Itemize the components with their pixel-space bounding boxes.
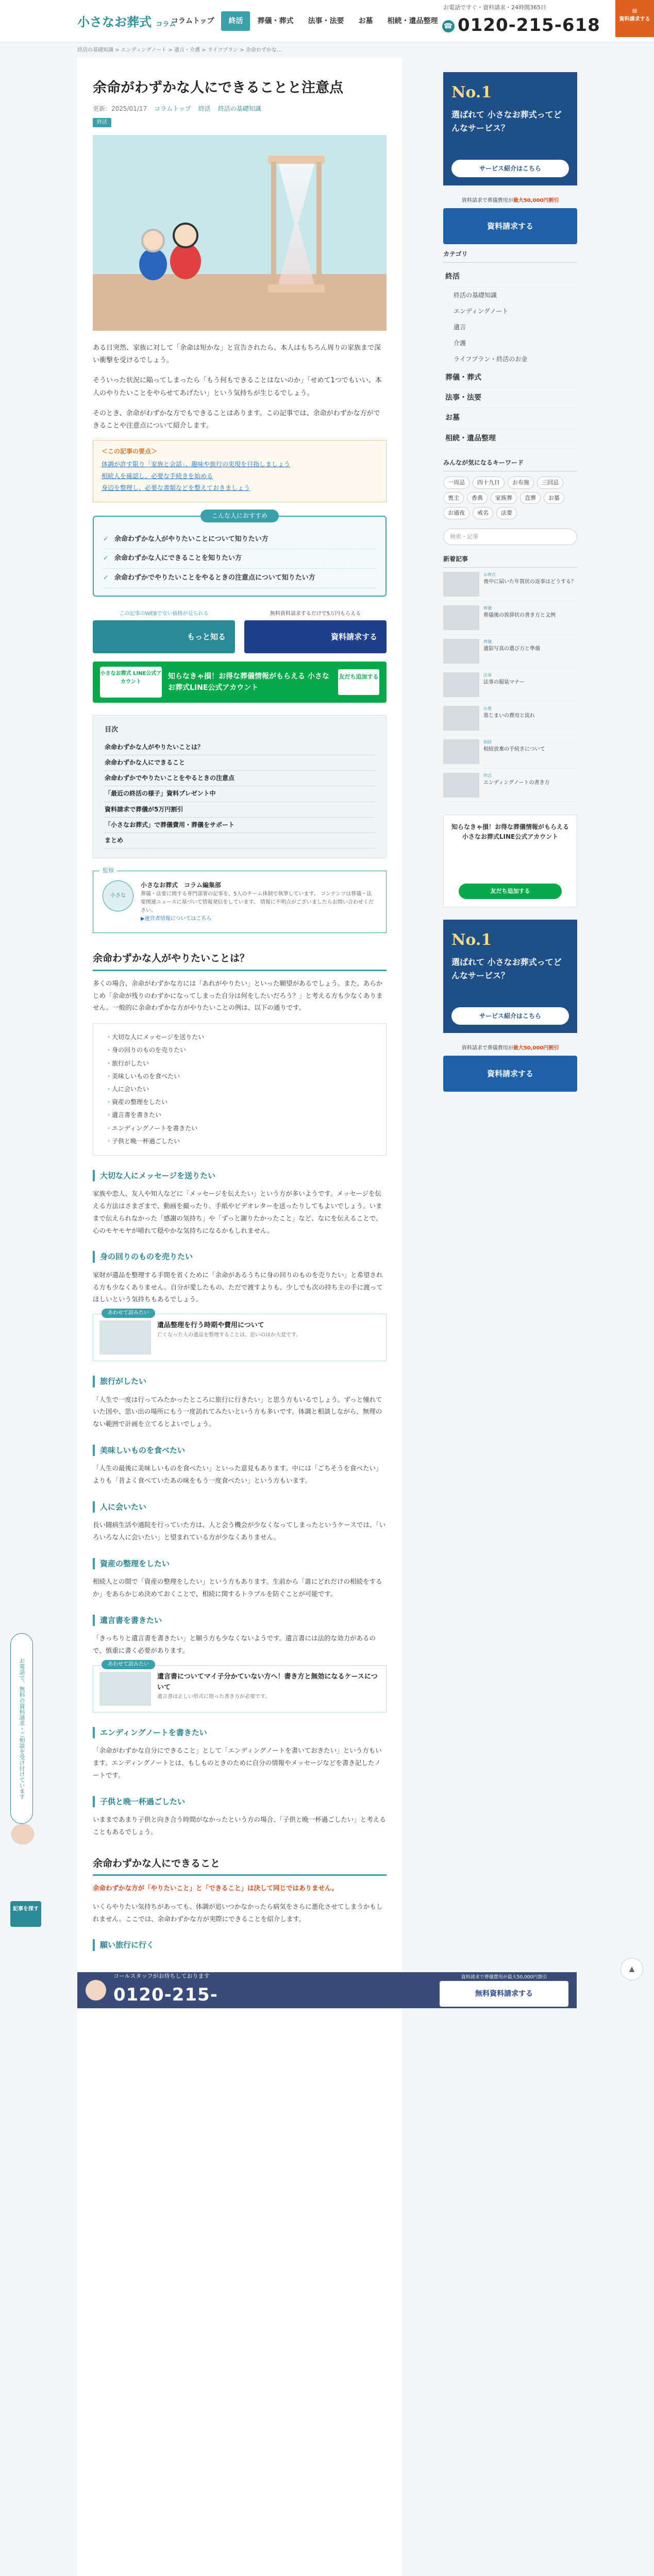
article-main [77, 58, 402, 2576]
subsection-text: 「余命がわずかな自分にできること」として「エンディングノートを書いておきたい」という方もいます。エンディングノートとは、もしものときのために自分の情報やメッセージなどを書き記したノートです。 [93, 1747, 382, 1779]
article-category: 終活 [483, 773, 492, 778]
new-article-item[interactable] [443, 668, 577, 702]
category-funeral[interactable]: 葬儀・葬式 [443, 368, 577, 388]
recommend-item: ✓ 余命わずかでやりたいことをやるときの注意点について知りたい方 [103, 569, 376, 588]
article-category: 相続 [483, 740, 492, 745]
keyword-heading: みんなが気になるキーワード [443, 453, 577, 471]
keyword-tag[interactable]: お布施 [508, 477, 534, 489]
wish-list [93, 1023, 387, 1156]
section-heading: 余命わずかな人にできること [93, 1857, 387, 1876]
article-title: 余命がわずかな人にできることと注意点 [93, 80, 343, 96]
wish-item: ・ エンディングノートを書きたい [106, 1122, 374, 1135]
article-category: お墓 [483, 706, 492, 711]
author-box [93, 867, 387, 933]
sidebar-request-button[interactable]: 資料請求する [443, 208, 577, 244]
article-thumbnail [443, 639, 479, 664]
related-article-card[interactable] [93, 1661, 387, 1713]
related-thumbnail [99, 1320, 151, 1354]
keyword-tag[interactable]: 四十九日 [473, 477, 505, 489]
category-memorial[interactable]: 法事・法要 [443, 388, 577, 408]
toc-item[interactable]: まとめ [105, 833, 375, 849]
related-article-card[interactable] [93, 1310, 387, 1361]
doll-figure [139, 248, 167, 280]
subcategory-item[interactable]: 遺言 [454, 323, 466, 331]
hourglass-illustration [268, 156, 325, 295]
subsection-heading: 人に会いたい [93, 1501, 387, 1513]
nav-funeral[interactable]: 葬儀・葬式 [257, 17, 294, 25]
subcategory-item[interactable]: ライフプラン・終活のお金 [454, 355, 528, 363]
article-title: 遺影写真の選び方と準備 [483, 646, 540, 652]
wish-item: ・ 遺言書を書きたい [106, 1109, 374, 1122]
service-intro-button[interactable]: サービス紹介はこちら [451, 160, 569, 177]
keyword-tag[interactable]: 喪主 [443, 492, 464, 504]
no1-badge: No.1 [451, 83, 492, 101]
wish-item: ・ 資産の整理をしたい [106, 1096, 374, 1109]
summary-item[interactable]: 身辺を整理し、必要な書類などを整えておきましょう [102, 484, 250, 492]
cta-row [93, 610, 387, 653]
article-thumbnail [443, 572, 479, 597]
article-title: 法事の服装マナー [483, 680, 525, 686]
wish-item: ・ 子供と晩一杯過ごしたい [106, 1135, 374, 1148]
subcategory-item[interactable]: 終活の基礎知識 [454, 291, 497, 299]
author-name: 小さなお葬式 コラム編集部 [141, 882, 221, 889]
line-banner[interactable] [93, 662, 387, 703]
keyword-tag[interactable]: 家族葬 [491, 492, 517, 504]
site-header [0, 0, 654, 42]
summary-title: ＜この記事の要点＞ [102, 447, 158, 455]
subsection-heading: 身の回りのものを売りたい [93, 1251, 387, 1263]
section-text: いくらやりたい気持ちがあっても、体調が追いつかなかったら病気をさらに悪化させてしまうかもしれません。ここでは、余命わずかな方が実際にできることを紹介します。 [93, 1902, 383, 1923]
related-label: あわせて読みたい [102, 1309, 155, 1318]
related-description: 亡くなった人の遺品を整理することは、思いのほか大変です。 [157, 1332, 301, 1338]
section-text: 多くの場合、余命がわずかな方には「あれがやりたい」といった願望があるでしょう。また、あらかじめ「余命が残りのわずかになってしまった自分は何をしたいだろう？」と考える方も少なくありません。一般的に余命わずかな方がやりたいことの例は、以下の通りです。 [93, 979, 383, 1012]
article-title: エンディングノートの書き方 [483, 780, 550, 786]
article-title: 喪中に届いた年賀状の返事はどうする？ [483, 579, 576, 585]
hero-image [93, 135, 387, 331]
new-article-item[interactable] [443, 702, 577, 735]
article-category: お葬式 [483, 572, 496, 578]
table-of-contents [93, 715, 387, 858]
toc-item[interactable]: 余命わずかでやりたいことをやるときの注意点 [105, 771, 375, 786]
section-lead: 余命わずかな方が「やりたいこと」と「できること」は決して同じではありません。 [93, 1884, 338, 1892]
article-category[interactable]: コラムトップ [154, 105, 191, 112]
doll-figure [173, 223, 198, 248]
keyword-tag[interactable]: 直葬 [520, 492, 541, 504]
related-title: 遺言書についてマイ子分かていない方へ！書き方と無効になるケースについて [157, 1672, 378, 1691]
floating-contact-bar [77, 1972, 577, 2008]
new-article-item[interactable] [443, 568, 577, 601]
article-category: 葬儀 [483, 639, 492, 645]
summary-item[interactable]: 相続人を確認し、必要な手続きを始める [102, 472, 213, 480]
breadcrumb[interactable]: 終活の基礎知識 > エンディングノート > 遺言・介護 > ライフプラン > 余命わずかな... [77, 47, 282, 53]
subsection-heading: 子供と晩一杯過ごしたい [93, 1796, 387, 1808]
article-category: 葬儀 [483, 606, 492, 611]
nav-shukatsu[interactable]: 終活 [221, 11, 250, 31]
line-add-friend-button[interactable]: 友だち追加する [338, 669, 379, 695]
banner-text: 選ばれて 小さなお葬式ってどんなサービス？ [451, 957, 562, 980]
doll-figure [141, 229, 165, 252]
article-thumbnail [443, 773, 479, 798]
subsection-text: 「きっちりと遺言書を書きたい」と願う方も少なくないようです。遺言書には法的な効力があるので、慎重に書く必要があります。 [93, 1634, 376, 1655]
nav-grave[interactable]: お墓 [358, 17, 373, 25]
article-thumbnail [443, 739, 479, 764]
wish-item: ・ 大切な人にメッセージを送りたい [106, 1031, 374, 1044]
article-category[interactable]: 終活 [198, 105, 211, 112]
no1-badge: No.1 [451, 931, 492, 950]
keyword-cloud [443, 471, 577, 524]
nav-memorial[interactable]: 法事・法要 [308, 17, 344, 25]
article-tag[interactable]: 終活 [93, 118, 111, 127]
subsection-text: 家財が遺品を整理する手間を省くために「余命があるうちに身の回りのものを売りたい」と希望される方も少なくありません。自分が愛したもの、ただで渡すよりも、少しでも次の持ち主の手に渡ってほしいという気持ちもあるでしょう。 [93, 1270, 383, 1303]
category-list [443, 263, 577, 453]
header-phone[interactable]: ☎ 0120-215-618 [442, 11, 600, 39]
category-heading: カテゴリ [443, 244, 577, 263]
keyword-tag[interactable]: お墓 [544, 492, 564, 504]
service-banner[interactable] [443, 72, 577, 185]
recommend-item: ✓ 余命わずかな人がやりたいことについて知りたい方 [103, 530, 376, 550]
float-note: コールスタッフがお待ちしております [113, 1973, 210, 1980]
staff-avatar [86, 1980, 106, 2001]
cta-caption: この記事のWEBで安い価格が見られる [119, 611, 209, 617]
table-surface [93, 274, 387, 331]
category-grave[interactable]: お墓 [443, 408, 577, 428]
toc-item[interactable]: 余命わずかな人がやりたいことは？ [105, 740, 375, 755]
subsection-text: 長い闘病生活や通院を行っていた方は、人と会う機会が少なくなってしまったというケースでは、「いろいろな人に会いたい」と望まれている方が少なくありません。 [93, 1521, 386, 1541]
tel-note: お電話ですぐ・資料請求・24時間365日 [443, 4, 546, 11]
toc-item[interactable]: 「小さなお葬式」で葬儀費用・葬儀をサポート [105, 818, 375, 833]
learn-more-button[interactable]: もっと知る [93, 620, 235, 653]
site-logo[interactable]: 小さなお葬式 コラム [77, 14, 176, 29]
keyword-tag[interactable]: お通夜 [443, 507, 469, 519]
article-category: 法事 [483, 673, 492, 678]
keyword-tag[interactable]: 戒名 [473, 507, 493, 519]
line-box-title: 知らなきゃ損！お得な葬儀情報がもらえる 小さなお葬式LINE公式アカウント [451, 823, 569, 841]
doll-figure [170, 243, 201, 279]
wish-item: ・ 旅行がしたい [106, 1057, 374, 1070]
nav-column-top[interactable]: コラムトップ [171, 17, 214, 25]
toc-item[interactable]: 資料請求で葬儀が5万円割引 [105, 802, 375, 818]
article-date: 更新：2025/01/17 [93, 105, 147, 112]
find-article-button[interactable]: 記事を探す [10, 1901, 41, 1927]
subsection-heading: 大切な人にメッセージを送りたい [93, 1170, 387, 1182]
recommend-title: こんな人におすすめ [200, 510, 279, 522]
keyword-tag[interactable]: 法要 [496, 507, 517, 519]
new-articles-list [443, 568, 577, 802]
line-logo: 小さなお葬式 LINE公式アカウント [100, 667, 162, 698]
article-thumbnail [443, 605, 479, 630]
related-label: あわせて読みたい [102, 1660, 155, 1669]
author-avatar: 小さな [103, 880, 133, 911]
article-meta [93, 104, 387, 114]
category-shukatsu[interactable]: 終活 [443, 267, 577, 287]
intro-paragraph: そのとき、余命がわずかな方でもできることはあります。この記事では、余命がわずかな方ができることや注意点について紹介します。 [93, 409, 380, 430]
new-article-item[interactable] [443, 635, 577, 668]
search-input[interactable]: 検索・記事 [443, 529, 577, 545]
subcategory-item[interactable]: エンディングノート [454, 307, 509, 315]
staff-avatar-icon [11, 1824, 34, 1844]
recommend-item: ✓ 余命わずかな人にできることを知りたい方 [103, 549, 376, 569]
subsection-text: 「人生で一度は行ってみたかったところに旅行に行きたい」と思う方もいるでしょう。ずっと憧れていた国や、思い出の場所にもう一度訪れてみたいという方も多いです。体調と相談しながら、無理のない範囲で計画を立てるとよいでしょう。 [93, 1395, 382, 1428]
new-article-item[interactable] [443, 601, 577, 635]
subsection-text: 相続人との間で「資産の整理をしたい」という方もあります。生前から「誰にどれだけの相続をするか」をあらかじめ決めておくことで、相続に関するトラブルを防ぐことが可能です。 [93, 1578, 382, 1598]
subsection-heading: 美味しいものを食べたい [93, 1445, 387, 1456]
article-title: 相続放棄の手続きについて [483, 747, 545, 753]
service-banner[interactable] [443, 920, 577, 1033]
toc-item[interactable]: 余命わずかな人にできること [105, 755, 375, 771]
article-category[interactable]: 終活の基礎知識 [217, 105, 261, 112]
summary-item[interactable]: 体調が許す限り「家族と会話」、趣味や旅行の実現を目指しましょう [102, 461, 291, 468]
wish-item: ・ 美味しいものを食べたい [106, 1070, 374, 1083]
subsection-text: 家族や恋人、友人や知人などに「メッセージを伝えたい」という方が多いようです。メッセージを伝える方法はさまざまで、動画を撮ったり、手紙やビデオレターを送ったりしてもよいでしょう。いままで伝えられなかった「感謝の気持ち」や「ずっと謝りたかったこと」など、なにを伝えることで、心のモヤモヤが晴れて穏やかな気持ちになるかもしれません。 [93, 1190, 382, 1234]
line-add-friend-button[interactable]: 友だち追加する [459, 884, 562, 899]
intro-paragraph: ある日突然、家族に対して「余命は短かな」と宣告されたら、本人はもちろん周りの家族まで深い衝撃を受けるでしょう。 [93, 344, 381, 365]
global-nav [164, 11, 445, 31]
cta-caption: 無料資料請求するだけで5万円もらえる [270, 611, 361, 617]
category-inheritance[interactable]: 相続・遺品整理 [443, 429, 577, 449]
line-banner-text: 知らなきゃ損！お得な葬儀情報がもらえる 小さなお葬式LINE公式アカウント [168, 672, 329, 692]
related-description: 遺言書は正しい形式に則った書き方が必要です。 [157, 1694, 271, 1700]
float-request-button[interactable]: 無料資料請求する [440, 1981, 568, 2007]
scroll-top-button[interactable]: ▲ [621, 1958, 643, 1980]
discount-caption: 資料請求で葬儀費用が最大50,000円割引 [461, 198, 559, 204]
subsection-heading: 願い旅行に行く [93, 1939, 387, 1951]
article-title: 葬儀後の挨拶状の書き方と文例 [483, 613, 556, 619]
service-intro-button[interactable]: サービス紹介はこちら [451, 1007, 569, 1025]
intro-paragraph: そういった状況に陥ってしまったら「もう何もできることはないのか」「せめて1つでもいい、本人のやりたいことをやらせてあげたい」という気持ちが生じるでしょう。 [93, 377, 382, 397]
article-thumbnail [443, 672, 479, 697]
float-phone[interactable]: 0120-215- [113, 1984, 218, 2005]
banner-text: 選ばれて 小さなお葬式ってどんなサービス？ [451, 110, 562, 133]
float-button-note: 資料請求で葬儀費用が最大50,000円割引 [461, 1974, 547, 1980]
new-article-item[interactable] [443, 735, 577, 769]
discount-caption: 資料請求で葬儀費用が最大50,000円割引 [461, 1045, 559, 1052]
subsection-text: 「人生の最後に美味しいものを食べたい」といった意見もあります。中には「ごちそうを食べたい」よりも「昔よく食べていたあの味をもう一度食べたい」という方もいます。 [93, 1464, 382, 1485]
phone-icon: ☎ [442, 20, 455, 32]
wish-item: ・ 人に会いたい [106, 1083, 374, 1096]
sidebar [443, 72, 577, 1092]
sidebar-request-button[interactable]: 資料請求する [443, 1056, 577, 1092]
subsection-heading: 遺言書を書きたい [93, 1615, 387, 1626]
toc-item[interactable]: 「最近の終活の様子」資料プレゼント中 [105, 786, 375, 802]
recommend-box [93, 512, 387, 597]
document-icon: ▤ [632, 8, 638, 14]
new-article-item[interactable] [443, 769, 577, 802]
sidebar-line-box [443, 815, 577, 907]
author-link[interactable]: ▶運営者情報についてはこちら [141, 916, 212, 922]
subsection-heading: 旅行がしたい [93, 1376, 387, 1387]
keyword-tag[interactable]: 一周忌 [443, 477, 469, 489]
wish-item: ・ 身の回りのものを売りたい [106, 1044, 374, 1057]
keyword-tag[interactable]: 香典 [467, 492, 488, 504]
article-title: 墓じまいの費用と流れ [483, 713, 535, 719]
keyword-tag[interactable]: 三回忌 [537, 477, 563, 489]
subsection-text: いままであまり子供と向き合う時間がなかったという方の場合、「子供と晩一杯過ごしたい」と考えることもあるでしょう。 [93, 1816, 386, 1836]
section-heading: 余命わずかな人がやりたいことは？ [93, 952, 387, 971]
related-title: 遺品整理を行う時期や費用について [157, 1321, 264, 1330]
toc-title: 目次 [105, 726, 119, 734]
intro-text [93, 342, 387, 433]
summary-box [93, 440, 387, 502]
phone-side-tab[interactable]: お電話で、無料の資料請求・ご相談を受け付けています [10, 1633, 33, 1824]
request-docs-button[interactable]: 資料請求する [244, 620, 387, 653]
subcategory-item[interactable]: 介護 [454, 340, 466, 347]
author-label: 監修 [99, 866, 117, 875]
article-thumbnail [443, 706, 479, 731]
new-articles-heading: 新着記事 [443, 549, 577, 568]
nav-inheritance[interactable]: 相続・遺品整理 [387, 17, 438, 25]
author-description: 葬儀・法要に関する専門部署の記事を、5人のチーム体制で執筆しています。 コンテンツは葬儀・法要関連ニュースに基づいて情報発信をしています。 情報に不明点がございましたらお問い合わせください。 [141, 891, 374, 914]
subsection-heading: エンディングノートを書きたい [93, 1727, 387, 1739]
header-request-button[interactable]: ▤ 資料請求する [615, 0, 654, 37]
subsection-heading: 資産の整理をしたい [93, 1558, 387, 1570]
related-thumbnail [99, 1672, 151, 1706]
